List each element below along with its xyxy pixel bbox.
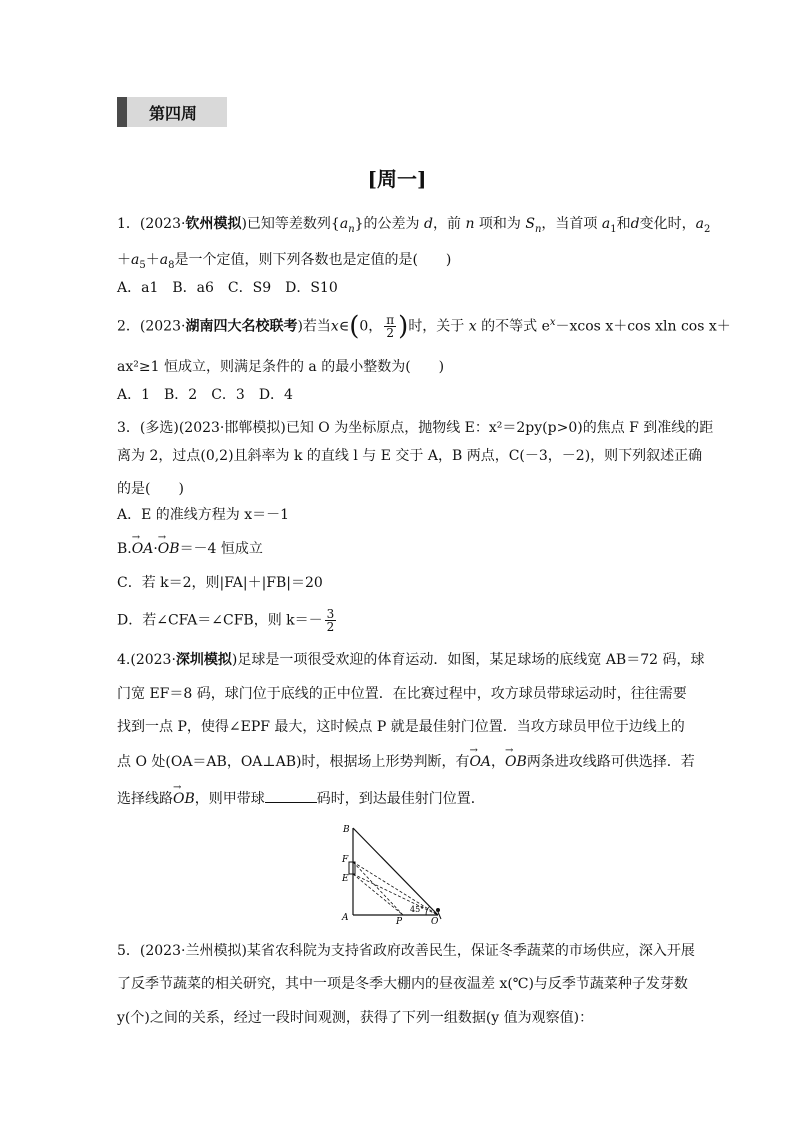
- q5-line2: 了反季节蔬菜的相关研究，其中一项是冬季大棚内的昼夜温差 x(℃)与反季节蔬菜种子发芽数: [117, 976, 688, 992]
- q4-line3: 找到一点 P，使得∠EPF 最大，这时候点 P 就是最佳射门位置．当攻方球员甲位于边线上的: [117, 719, 685, 735]
- dashed-eo: [353, 874, 438, 915]
- q3-option-b: B.→ OA·→ OB＝－4 恒成立: [117, 539, 263, 559]
- q3-line2: 离为 2，过点(0,2)且斜率为 k 的直线 l 与 E 交于 A，B 两点，C(－3，－2)，则下列叙述正确: [117, 448, 703, 464]
- q4-line2: 门宽 EF＝8 码，球门位于底线的正中位置．在比赛过程中，攻方球员带球运动时，往往需要: [117, 686, 687, 702]
- goal-ef: [349, 862, 355, 874]
- q2-line1: 2．(2023·湖南四大名校联考)若当x∈(0， $\frac{\pi}{2}$ )时，关于 x 的不等式 $e^x-xcos$ x＋cos xln cos x＋: [117, 311, 731, 342]
- q4-line1: 4.(2023·深圳模拟)足球是一项很受欢迎的体育运动．如图，某足球场的底线宽 AB＝72 码，球: [117, 652, 705, 668]
- soccer-field-diagram: [338, 820, 458, 925]
- answer-blank[interactable]: [265, 788, 317, 803]
- q3-line3: 的是( ): [117, 481, 184, 497]
- pi-over-2-fraction: $\frac{\pi}{2}$: [386, 313, 395, 341]
- badge-bar: [117, 97, 127, 127]
- q3-option-a: A．E 的准线方程为 x＝－1: [117, 507, 290, 523]
- day-title: [周一]: [367, 167, 427, 191]
- label-o: O: [431, 917, 439, 925]
- q5-line3: y(个)之间的关系，经过一段时间观测，获得了下列一组数据(y 值为观察值)：: [117, 1010, 594, 1026]
- label-e: E: [342, 874, 349, 884]
- week-label: 第四周: [127, 97, 227, 127]
- label-p: P: [396, 917, 403, 925]
- q4-line5: 选择线路→ OB，则甲带球 码时，到达最佳射门位置．: [117, 788, 485, 809]
- line-ob: [353, 828, 438, 915]
- label-b: B: [343, 825, 350, 835]
- player-icon: [436, 908, 440, 912]
- label-a: A: [342, 913, 349, 923]
- label-f: F: [342, 855, 349, 865]
- q2-options: A．1 B．2 C．3 D．4: [117, 387, 293, 403]
- week-badge: [117, 97, 227, 127]
- player-leg-icon: [438, 912, 441, 919]
- minus-3-over-2-fraction: $\frac{3}{2}$: [326, 607, 335, 634]
- q2-line2: ax²≥1 恒成立，则满足条件的 a 的最小整数为( ): [117, 359, 445, 375]
- q5-line1: 5．(2023·兰州模拟)某省农科院为支持省政府改善民生，保证冬季蔬菜的市场供应，深入开展: [117, 943, 695, 959]
- q1-options: A．a1 B．a6 C．S9 D．S10: [117, 280, 338, 296]
- q3-option-c: C．若 k＝2，则|FA|＋|FB|＝20: [117, 575, 323, 591]
- q3-option-d: D．若∠CFA＝∠CFB，则 k＝－ $\frac{3}{2}$: [117, 607, 335, 634]
- q3-line1: 3．(多选)(2023·邯郸模拟)已知 O 为坐标原点，抛物线 E：x²＝2py(p>0)的焦点 F 到准线的距: [117, 420, 714, 436]
- label-angle: 45°: [410, 905, 425, 914]
- q4-line4: 点 O 处(OA＝AB，OA⊥AB)时，根据场上形势判断，有→ OA，→ OB两条进攻线路可供选择．若: [117, 752, 695, 772]
- q1-line1: 1．(2023·钦州模拟)已知等差数列$\{a_n\}$的公差为 d，前 n 项和为 $S_n$，当首项 $a_1$和d变化时，$a_2$: [117, 216, 711, 235]
- q1-line2: $+a_5+a_8$是一个定值，则下列各数也是定值的是( ): [117, 252, 452, 271]
